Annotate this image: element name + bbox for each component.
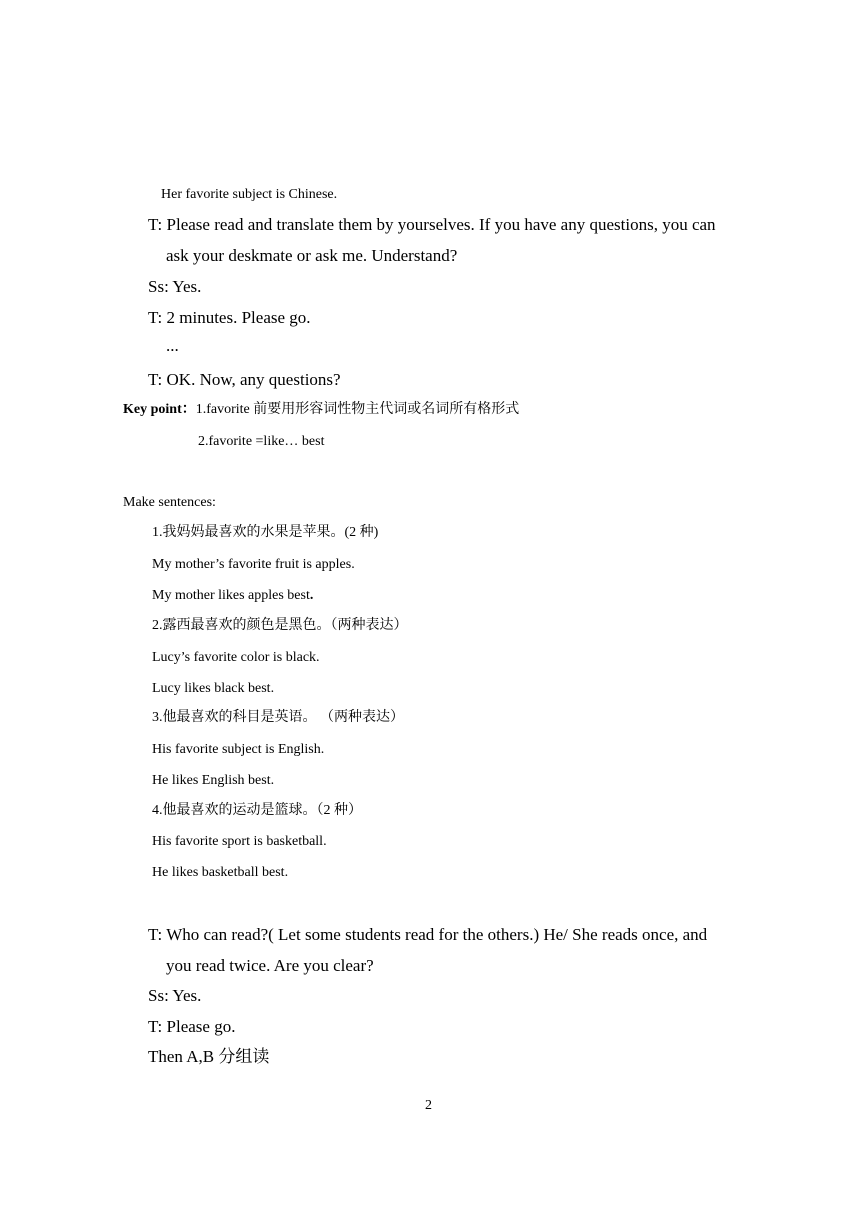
teacher-line: T: Who can read?( Let some students read for the others.) He/ She reads once, and (148, 925, 708, 944)
make-sentences-heading: Make sentences: (123, 495, 216, 510)
teacher-line: T: Please read and translate them by yourselves. If you have any questions, you can (148, 215, 716, 234)
sentence-prompt-1: 1.我妈妈最喜欢的水果是苹果。(2 种) (152, 525, 379, 540)
teacher-line: T: 2 minutes. Please go. (148, 308, 311, 327)
sentence-answer: His favorite sport is basketball. (152, 834, 327, 849)
student-line: Ss: Yes. (148, 986, 202, 1005)
sentence-answer: Lucy’s favorite color is black. (152, 650, 320, 665)
sentence-answer: He likes English best. (152, 773, 275, 788)
page-number: 2 (425, 1098, 432, 1113)
sentence-answer-text: My mother likes apples best (152, 588, 310, 603)
key-point-colon: ： (181, 402, 196, 417)
sentence-prompt-4: 4.他最喜欢的运动是篮球。（2 种） (152, 803, 362, 818)
example-sentence: Her favorite subject is Chinese. (161, 187, 338, 202)
sentence-answer: Lucy likes black best. (152, 681, 275, 696)
key-point-line (123, 403, 519, 417)
sentence-answer: He likes basketball best. (152, 865, 289, 880)
sentence-prompt-3: 3.他最喜欢的科目是英语。 （两种表达） (152, 710, 404, 725)
teacher-line-cont: you read twice. Are you clear? (166, 956, 374, 975)
teacher-line-cont: ask your deskmate or ask me. Understand? (166, 246, 458, 265)
sentence-answer-period: . (309, 588, 314, 603)
sentence-answer: His favorite subject is English. (152, 742, 325, 757)
teacher-line: T: Please go. (148, 1017, 236, 1036)
key-point-1: 1.favorite 前要用形容词性物主代词或名词所有格形式 (195, 402, 520, 417)
instruction-line: Then A,B 分组读 (148, 1047, 270, 1066)
sentence-prompt-2: 2.露西最喜欢的颜色是黑色。（两种表达） (152, 618, 408, 633)
teacher-line: T: OK. Now, any questions? (148, 370, 341, 389)
sentence-answer (152, 589, 313, 603)
key-point-2: 2.favorite =like… best (198, 434, 325, 449)
ellipsis: ... (166, 336, 179, 355)
sentence-answer: My mother’s favorite fruit is apples. (152, 557, 355, 572)
student-line: Ss: Yes. (148, 277, 202, 296)
key-point-label: Key point (123, 402, 182, 417)
